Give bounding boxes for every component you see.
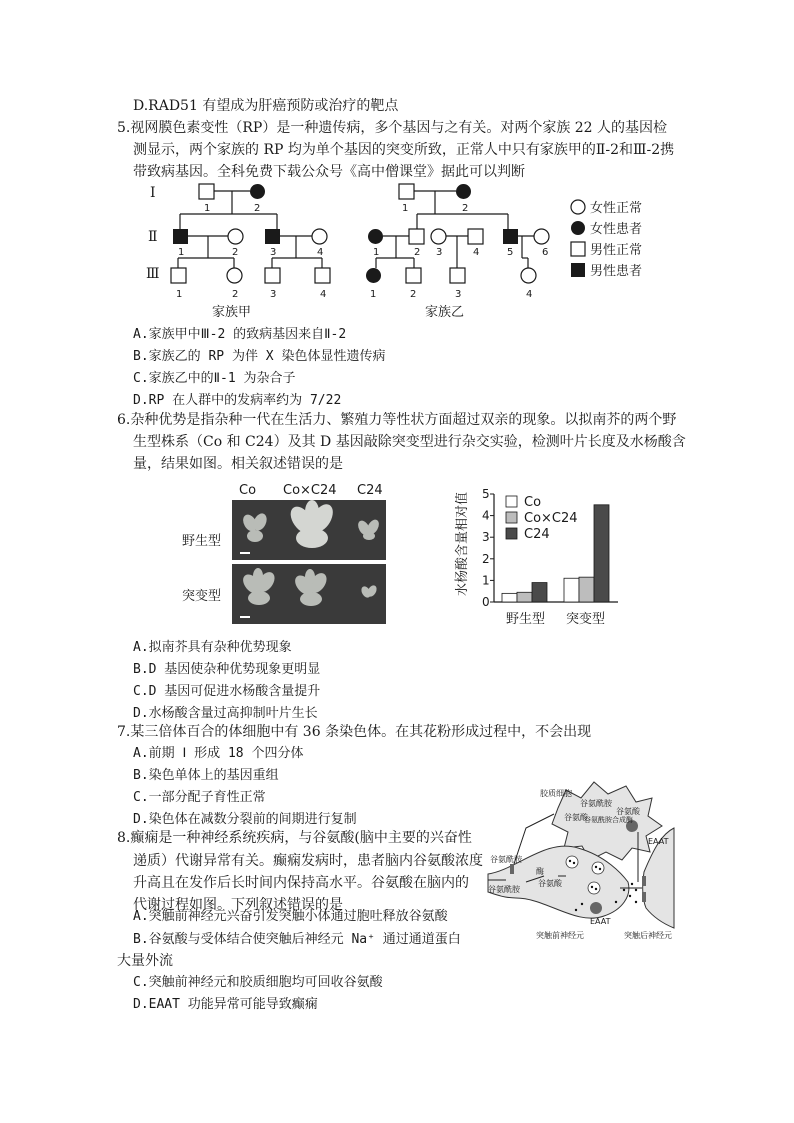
chart-category-wild: 野生型: [506, 612, 546, 627]
chart-ytick-label: 1: [482, 573, 490, 588]
famB-num-II-3: 3: [436, 247, 443, 258]
label-presynaptic: 突触前神经元: [536, 931, 584, 940]
receptor-icon-1: [642, 876, 646, 886]
q4-option-d: D.RAD51 有望成为肝癌预防或治疗的靶点: [133, 98, 399, 114]
scale-bar-wild: [240, 552, 250, 554]
famA-III-1-normal-male: [171, 268, 186, 283]
famB-III-3-normal-male: [450, 268, 465, 283]
famA-num-III-3: 3: [270, 289, 277, 300]
famB-num-II-4: 4: [473, 247, 480, 258]
famB-num-II-1: 1: [373, 247, 380, 258]
family-a-caption: 家族甲: [212, 305, 252, 320]
q5-stem-line-1: 5.视网膜色素变性（RP）是一种遗传病，多个基因与之有关。对两个家族 22 人的基因检: [117, 120, 668, 136]
salicylic-acid-chart: [448, 476, 628, 632]
gen-label-1: Ⅰ: [150, 185, 156, 201]
label-glu-glia: 谷氨酸: [564, 813, 588, 822]
famA-num-II-4: 4: [317, 247, 324, 258]
q5-option-a: A.家族甲中Ⅲ-2 的致病基因来自Ⅱ-2: [133, 327, 347, 342]
chart-legend: [506, 495, 578, 542]
legend-affected-male: 男性患者: [590, 264, 643, 279]
chart-yticks: [482, 487, 494, 609]
famB-I-2-affected-female: [456, 184, 471, 199]
famA-II-1-affected-male: [173, 229, 188, 244]
famB-num-III-4: 4: [526, 289, 533, 300]
chart-ylabel: 水杨酸含量相对值: [455, 491, 470, 596]
label-gln-glia: 谷氨酰胺: [580, 799, 612, 808]
legend-normal-female: 女性正常: [590, 201, 643, 216]
label-gln-inside: 谷氨酰胺: [488, 885, 520, 894]
chart-bar: [564, 578, 579, 602]
q5-option-c: C.家族乙中的Ⅱ-1 为杂合子: [133, 371, 296, 386]
famB-num-II-5: 5: [507, 247, 514, 258]
q7-stem: 7.某三倍体百合的体细胞中有 36 条染色体。在其花粉形成过程中，不会出现: [117, 724, 592, 740]
legend-affected-female-icon: [571, 221, 585, 235]
famA-II-4-normal-female: [312, 229, 327, 244]
chart-bar: [579, 577, 594, 602]
famA-II-3-affected-male: [265, 229, 280, 244]
famA-num-II-2: 2: [232, 247, 239, 258]
q7-option-d: D.染色体在减数分裂前的间期进行复制: [133, 812, 357, 827]
famB-II-6-normal-female: [534, 229, 549, 244]
famB-II-3-normal-female: [431, 229, 446, 244]
q8-stem-line-1: 8.癫痫是一种神经系统疾病，与谷氨酸(脑中主要的兴奋性: [117, 830, 472, 846]
chart-legend-label: C24: [524, 527, 550, 542]
gen-label-3: Ⅲ: [146, 266, 160, 282]
chart-ytick-label: 3: [482, 530, 490, 545]
legend-affected-female: 女性患者: [590, 222, 643, 237]
q6-option-b: B.D 基因使杂种优势现象更明显: [133, 662, 321, 677]
scale-bar-mutant: [240, 616, 250, 618]
presynaptic-eaat-icon: [590, 902, 602, 914]
famA-III-3-normal-male: [265, 268, 280, 283]
q6-option-a: A.拟南芥具有杂种优势现象: [133, 640, 292, 655]
famB-num-II-2: 2: [414, 247, 421, 258]
famB-I-1-normal-male: [399, 184, 414, 199]
photo-col-c24: C24: [357, 483, 383, 498]
q8-stem-line-2: 递质）代谢异常有关。癫痫发病时，患者脑内谷氨酸浓度: [133, 853, 483, 869]
legend-affected-male-icon: [571, 263, 585, 277]
chart-legend-label: Co: [524, 495, 542, 510]
famA-num-I-1: 1: [204, 203, 211, 214]
q8-option-c: C.突触前神经元和胶质细胞均可回收谷氨酸: [133, 975, 383, 990]
famB-III-1-affected-female: [366, 268, 381, 283]
glutamate-metabolism-diagram: [486, 778, 676, 948]
famA-num-I-2: 2: [254, 203, 261, 214]
chart-ytick-label: 4: [482, 508, 490, 523]
chart-bar: [532, 583, 547, 602]
famA-num-III-1: 1: [176, 289, 183, 300]
photo-col-cross: Co×C24: [283, 483, 337, 498]
famB-num-I-2: 2: [462, 203, 469, 214]
chart-bar: [594, 505, 609, 602]
chart-legend-label: Co×C24: [524, 511, 578, 526]
famA-III-4-normal-male: [315, 268, 330, 283]
famB-num-III-2: 2: [410, 289, 417, 300]
famB-III-4-normal-female: [521, 268, 536, 283]
chart-bar: [517, 592, 532, 602]
label-glu-inside: 谷氨酸: [538, 879, 562, 888]
label-postsynaptic: 突触后神经元: [624, 931, 672, 940]
q5-option-b: B.家族乙的 RP 为伴 X 染色体显性遗传病: [133, 349, 386, 364]
photo-row-mutant: 突变型: [182, 589, 222, 604]
famA-num-III-4: 4: [320, 289, 327, 300]
famB-III-2-normal-male: [406, 268, 421, 283]
chart-category-mutant: 突变型: [566, 612, 606, 627]
famA-I-2-affected-female: [250, 184, 265, 199]
label-eaat-right: EAAT: [648, 837, 669, 846]
q8-stem-line-4: 代谢过程如图。下列叙述错误的是: [133, 897, 343, 913]
plant-photo-figure: [176, 478, 390, 628]
famA-num-II-1: 1: [178, 247, 185, 258]
famA-num-II-3: 3: [270, 247, 277, 258]
photo-col-co: Co: [239, 483, 257, 498]
q6-stem-line-3: 量，结果如图。相关叙述错误的是: [133, 456, 343, 472]
chart-legend-swatch: [506, 512, 517, 523]
label-glia: 胶质细胞: [540, 789, 572, 798]
legend-normal-male: 男性正常: [590, 243, 643, 258]
q8-option-a: A.突触前神经元兴奋引发突触小体通过胞吐释放谷氨酸: [133, 909, 448, 924]
label-eaat-bottom: EAAT: [590, 917, 611, 926]
famB-num-I-1: 1: [402, 203, 409, 214]
chart-legend-swatch: [506, 496, 517, 507]
glutamine-transporter-icon: [510, 864, 514, 874]
family-b-caption: 家族乙: [425, 305, 465, 320]
label-enzyme: 酶: [536, 867, 544, 876]
famB-num-III-3: 3: [455, 289, 462, 300]
photo-row-wild: 野生型: [182, 534, 222, 549]
label-glu-top: 谷氨酸: [616, 807, 640, 816]
famB-num-III-1: 1: [370, 289, 377, 300]
q5-stem-line-2: 测显示，两个家族的 RP 均为单个基因的突变所致，正常人中只有家族甲的Ⅱ-2和Ⅲ-2携: [133, 142, 675, 158]
famA-num-III-2: 2: [232, 289, 239, 300]
famA-III-2-normal-female: [227, 268, 242, 283]
q8-option-b: B.谷氨酸与受体结合使突触后神经元 Na⁺ 通过通道蛋白: [133, 932, 461, 947]
famA-I-1-normal-male: [199, 184, 214, 199]
q7-option-b: B.染色单体上的基因重组: [133, 768, 279, 783]
q6-stem-line-2: 生型株系（Co 和 C24）及其 D 基因敲除突变型进行杂交实验，检测叶片长度及水杨酸含: [133, 434, 686, 450]
q7-option-c: C.一部分配子育性正常: [133, 790, 266, 805]
q8-option-b-cont: 大量外流: [117, 953, 173, 969]
q6-option-c: C.D 基因可促进水杨酸含量提升: [133, 684, 321, 699]
q8-stem-line-3: 升高且在发作后长时间内保持高水平。谷氨酸在脑内的: [133, 875, 469, 891]
q5-option-d: D.RP 在人群中的发病率约为 7/22: [133, 393, 342, 408]
famB-num-II-6: 6: [542, 247, 549, 258]
legend-normal-male-icon: [571, 242, 585, 256]
gen-label-2: Ⅱ: [148, 229, 158, 245]
q7-option-a: A.前期 Ⅰ 形成 18 个四分体: [133, 746, 304, 761]
legend-normal-female-icon: [571, 200, 585, 214]
chart-bar: [502, 593, 517, 602]
chart-ytick-label: 0: [482, 595, 490, 609]
receptor-icon-2: [642, 892, 646, 902]
chart-ytick-label: 5: [482, 487, 490, 501]
pedigree-figure: [130, 178, 670, 323]
famB-II-2-normal-male: [409, 229, 424, 244]
q5-stem-line-3: 带致病基因。全科免费下载公众号《高中僧课堂》据此可以判断: [133, 164, 525, 180]
label-gln-mid: 谷氨酰胺: [490, 855, 522, 864]
chart-ytick-label: 2: [482, 551, 490, 566]
famA-II-2-normal-female: [228, 229, 243, 244]
famB-II-5-affected-male: [503, 229, 518, 244]
famB-II-1-affected-female: [368, 229, 383, 244]
q8-option-d: D.EAAT 功能异常可能导致癫痫: [133, 997, 318, 1012]
chart-legend-swatch: [506, 528, 517, 539]
famB-II-4-normal-male: [468, 229, 483, 244]
q6-stem-line-1: 6.杂种优势是指杂种一代在生活力、繁殖力等性状方面超过双亲的现象。以拟南芥的两个野: [117, 412, 677, 428]
label-synthase: 谷氨酰胺合成酶: [584, 816, 633, 824]
q6-option-d: D.水杨酸含量过高抑制叶片生长: [133, 706, 318, 721]
